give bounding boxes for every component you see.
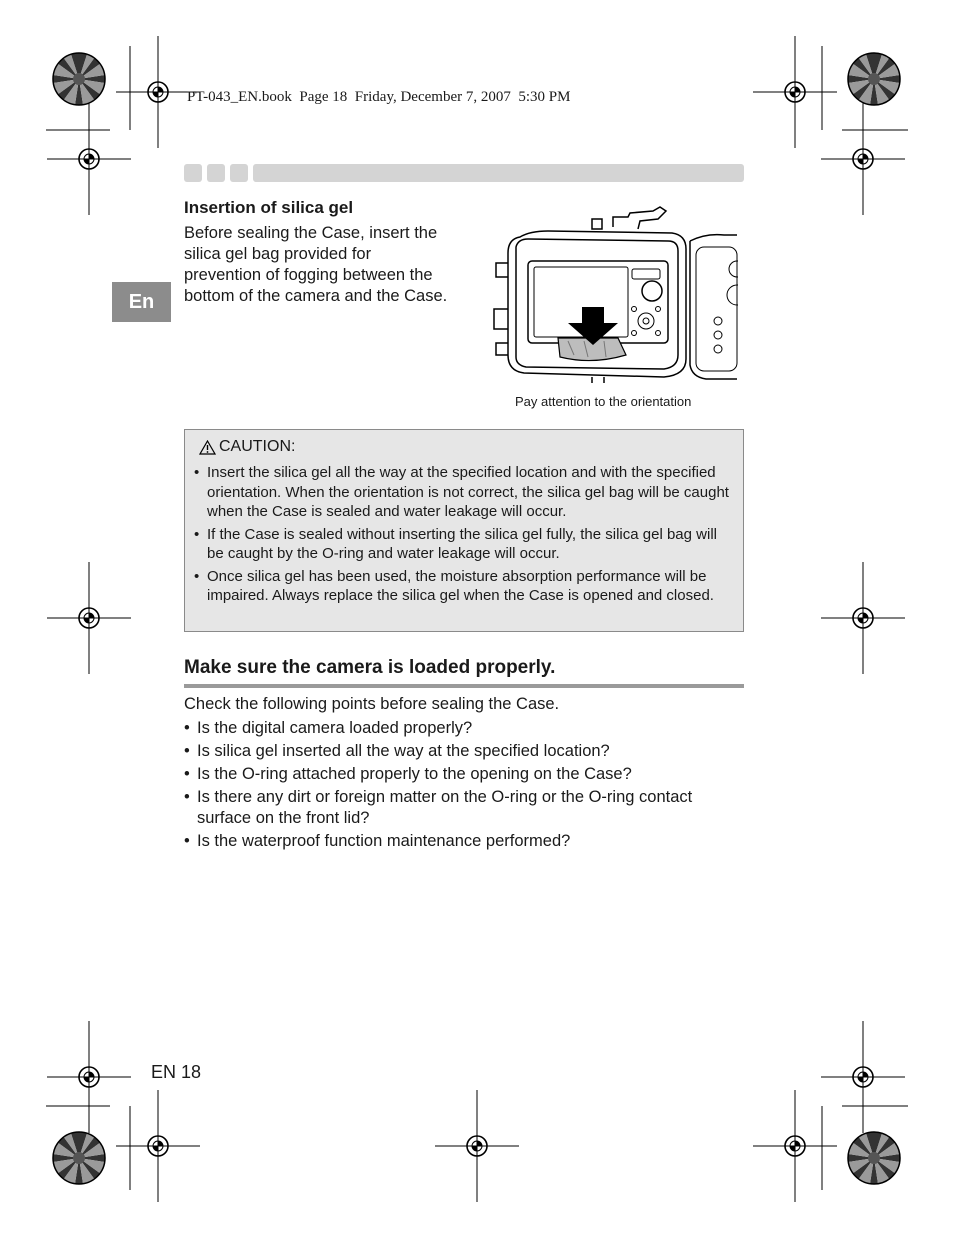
illustration-caption: Pay attention to the orientation [515, 394, 692, 409]
book-header: PT-043_EN.book Page 18 Friday, December 7, 2007 5:30 PM [187, 89, 571, 105]
decor-square [184, 164, 202, 182]
decor-bar-long [253, 164, 744, 182]
caution-list [193, 463, 733, 609]
check-item: • Is the digital camera loaded properly? [184, 718, 744, 739]
page-number: EN 18 [151, 1062, 202, 1082]
section-decor-bar [184, 164, 744, 182]
print-color-target-icon [53, 1132, 105, 1184]
registration-mark-icon [753, 1090, 837, 1202]
check-list [184, 718, 744, 854]
registration-mark-icon [753, 36, 837, 148]
section-rule [184, 684, 744, 688]
decor-square [207, 164, 225, 182]
silica-body [184, 223, 474, 307]
caution-title-text: CAUTION: [219, 438, 296, 455]
caution-title [199, 438, 295, 456]
silica-body-line: bottom of the camera and the Case. [184, 287, 448, 305]
check-item: • Is the waterproof function maintenance performed? [184, 831, 744, 852]
silica-body-line: prevention of fogging between the [184, 266, 433, 284]
caution-item: • Insert the silica gel all the way at the specified location and with the specified orientation. When the orientation is not correct, the silica gel bag will be caught when the Case is sealed and water leakage will occur. [193, 463, 733, 522]
registration-mark-icon [821, 1021, 905, 1133]
print-color-target-icon [53, 53, 105, 105]
registration-mark-icon [47, 1021, 131, 1133]
registration-mark-icon [821, 103, 905, 215]
registration-mark-icon [821, 562, 905, 674]
silica-body-line: silica gel bag provided for [184, 245, 372, 263]
check-section-heading: Make sure the camera is loaded properly. [184, 657, 556, 678]
print-color-target-icon [848, 1132, 900, 1184]
print-color-target-icon [848, 53, 900, 105]
caution-item: • If the Case is sealed without inserting the silica gel fully, the silica gel bag will be caught by the O-ring and water leakage will occur. [193, 525, 733, 564]
caution-box [184, 429, 744, 632]
caution-item: • Once silica gel has been used, the moisture absorption performance will be impaired. Always replace the silica gel when the Case is opened and closed. [193, 567, 733, 606]
check-item: • Is the O-ring attached properly to the opening on the Case? [184, 764, 744, 785]
language-tab: En [112, 282, 171, 322]
silica-body-line: Before sealing the Case, insert the [184, 224, 438, 242]
registration-mark-icon [116, 1090, 200, 1202]
check-intro: Check the following points before sealing the Case. [184, 695, 560, 713]
silica-heading: Insertion of silica gel [184, 198, 354, 217]
check-item: • Is silica gel inserted all the way at the specified location? [184, 741, 744, 762]
registration-mark-icon [435, 1090, 519, 1202]
warning-triangle-icon [199, 440, 216, 455]
registration-mark-icon [47, 562, 131, 674]
silica-gel-illustration [488, 205, 738, 385]
registration-mark-icon [47, 103, 131, 215]
decor-square [230, 164, 248, 182]
check-item: • Is there any dirt or foreign matter on the O-ring or the O-ring contact surface on the front lid? [184, 787, 744, 829]
